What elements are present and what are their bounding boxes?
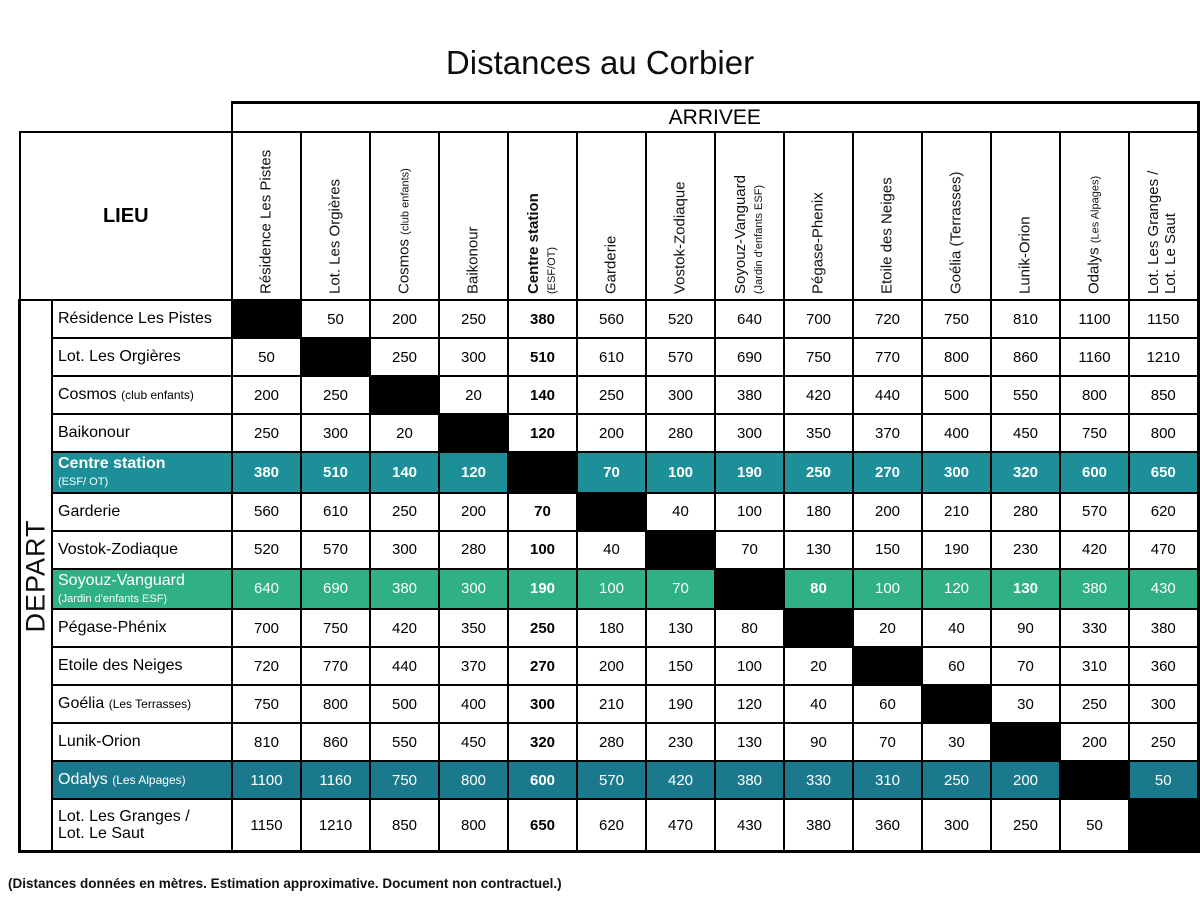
- table-row: [20, 723, 1199, 761]
- distance-cell: 1210: [301, 799, 370, 852]
- distance-cell: 40: [577, 531, 646, 569]
- table-row: [20, 685, 1199, 723]
- distance-cell: 210: [922, 493, 991, 531]
- distance-cell: 200: [1060, 723, 1129, 761]
- distance-cell: 420: [370, 609, 439, 647]
- page-title: Distances au Corbier: [445, 44, 755, 81]
- distance-cell: 400: [922, 414, 991, 452]
- distance-cell: 510: [508, 338, 577, 376]
- distance-cell: 380: [715, 376, 784, 414]
- distance-cell: 300: [922, 452, 991, 493]
- distance-cell: 810: [991, 300, 1060, 338]
- distance-cell: 50: [301, 300, 370, 338]
- row-label-3: Baikonour: [52, 414, 232, 452]
- distance-cell: 380: [715, 761, 784, 799]
- diagonal-cell: [577, 493, 646, 531]
- distance-cell: 570: [577, 761, 646, 799]
- distance-cell: 140: [508, 376, 577, 414]
- distance-cell: 250: [1060, 685, 1129, 723]
- distance-cell: 70: [853, 723, 922, 761]
- distance-cell: 130: [784, 531, 853, 569]
- diagonal-cell: [853, 647, 922, 685]
- distance-cell: 1160: [301, 761, 370, 799]
- row-label-2: Cosmos (club enfants): [52, 376, 232, 414]
- distance-cell: 150: [853, 531, 922, 569]
- distance-cell: 310: [853, 761, 922, 799]
- distance-cell: 40: [784, 685, 853, 723]
- distance-cell: 360: [853, 799, 922, 852]
- distance-cell: 100: [853, 569, 922, 610]
- distance-cell: 300: [715, 414, 784, 452]
- diagonal-cell: [508, 452, 577, 493]
- distance-cell: 20: [439, 376, 508, 414]
- distance-cell: 750: [232, 685, 301, 723]
- row-label-8: Pégase-Phénix: [52, 609, 232, 647]
- distance-cell: 40: [646, 493, 715, 531]
- row-label-7: Soyouz-Vanguard (Jardin d'enfants ESF): [52, 569, 232, 610]
- distance-cell: 50: [1060, 799, 1129, 852]
- distance-cell: 60: [853, 685, 922, 723]
- row-label-0: Résidence Les Pistes: [52, 300, 232, 338]
- distance-cell: 120: [508, 414, 577, 452]
- distance-cell: 510: [301, 452, 370, 493]
- distance-cell: 380: [370, 569, 439, 610]
- distance-cell: 560: [232, 493, 301, 531]
- distance-cell: 1150: [1129, 300, 1198, 338]
- footnote: (Distances données en mètres. Estimation approximative. Document non contractuel.): [8, 876, 562, 891]
- distance-cell: 100: [577, 569, 646, 610]
- distance-cell: 450: [439, 723, 508, 761]
- distance-cell: 420: [646, 761, 715, 799]
- distance-cell: 850: [370, 799, 439, 852]
- distance-cell: 370: [853, 414, 922, 452]
- distance-cell: 720: [853, 300, 922, 338]
- distance-cell: 420: [1060, 531, 1129, 569]
- distance-cell: 400: [439, 685, 508, 723]
- distance-cell: 800: [439, 761, 508, 799]
- distance-cell: 370: [439, 647, 508, 685]
- distance-cell: 550: [991, 376, 1060, 414]
- diagonal-cell: [301, 338, 370, 376]
- distance-cell: 100: [646, 452, 715, 493]
- distance-cell: 800: [1129, 414, 1198, 452]
- distance-cell: 700: [784, 300, 853, 338]
- distance-cell: 550: [370, 723, 439, 761]
- distance-cell: 300: [922, 799, 991, 852]
- distance-matrix: [18, 101, 1200, 853]
- distance-cell: 500: [922, 376, 991, 414]
- distance-cell: 450: [991, 414, 1060, 452]
- distance-cell: 570: [646, 338, 715, 376]
- distance-cell: 200: [577, 647, 646, 685]
- distance-cell: 120: [922, 569, 991, 610]
- distance-cell: 800: [922, 338, 991, 376]
- depart-banner: [20, 300, 53, 852]
- distance-cell: 1210: [1129, 338, 1198, 376]
- distance-cell: 800: [439, 799, 508, 852]
- diagonal-cell: [991, 723, 1060, 761]
- row-label-10: Goélia (Les Terrasses): [52, 685, 232, 723]
- distance-cell: 250: [991, 799, 1060, 852]
- distance-cell: 800: [1060, 376, 1129, 414]
- distance-cell: 200: [991, 761, 1060, 799]
- diagonal-cell: [922, 685, 991, 723]
- distance-cell: 190: [646, 685, 715, 723]
- distance-cell: 90: [784, 723, 853, 761]
- col-header-3: Baikonour: [439, 132, 508, 300]
- distance-cell: 100: [715, 493, 784, 531]
- depart-label: DEPART: [20, 519, 51, 633]
- distance-cell: 190: [508, 569, 577, 610]
- distance-cell: 250: [301, 376, 370, 414]
- diagonal-cell: [715, 569, 784, 610]
- distance-cell: 300: [1129, 685, 1198, 723]
- distance-cell: 610: [301, 493, 370, 531]
- col-header-8: Pégase-Phenix: [784, 132, 853, 300]
- distance-cell: 520: [232, 531, 301, 569]
- distance-cell: 70: [991, 647, 1060, 685]
- distance-cell: 770: [301, 647, 370, 685]
- col-header-7: Soyouz-Vanguard (Jardin d'enfants ESF): [715, 132, 784, 300]
- diagonal-cell: [232, 300, 301, 338]
- col-header-2: Cosmos (club enfants): [370, 132, 439, 300]
- distance-cell: 320: [508, 723, 577, 761]
- distance-table: [18, 101, 1200, 853]
- distance-cell: 250: [370, 493, 439, 531]
- col-header-10: Goélia (Terrasses): [922, 132, 991, 300]
- distance-cell: 270: [853, 452, 922, 493]
- diagonal-cell: [370, 376, 439, 414]
- distance-cell: 330: [1060, 609, 1129, 647]
- table-row: [20, 452, 1199, 493]
- distance-cell: 600: [508, 761, 577, 799]
- distance-cell: 1150: [232, 799, 301, 852]
- distance-cell: 280: [991, 493, 1060, 531]
- col-header-0: Résidence Les Pistes: [232, 132, 301, 300]
- distance-cell: 70: [646, 569, 715, 610]
- distance-cell: 350: [784, 414, 853, 452]
- table-row: [20, 376, 1199, 414]
- distance-cell: 470: [646, 799, 715, 852]
- col-header-6: Vostok-Zodiaque: [646, 132, 715, 300]
- table-row: [20, 609, 1199, 647]
- distance-cell: 120: [439, 452, 508, 493]
- distance-cell: 640: [715, 300, 784, 338]
- diagonal-cell: [1129, 799, 1198, 852]
- distance-cell: 250: [439, 300, 508, 338]
- distance-cell: 750: [922, 300, 991, 338]
- table-row: [20, 647, 1199, 685]
- distance-cell: 50: [232, 338, 301, 376]
- table-row: [20, 493, 1199, 531]
- distance-cell: 300: [439, 569, 508, 610]
- row-label-12: Odalys (Les Alpages): [52, 761, 232, 799]
- distance-cell: 20: [784, 647, 853, 685]
- distance-cell: 50: [1129, 761, 1198, 799]
- distance-cell: 200: [439, 493, 508, 531]
- distance-cell: 750: [784, 338, 853, 376]
- table-row: [20, 569, 1199, 610]
- distance-cell: 570: [301, 531, 370, 569]
- corner-spacer: [20, 103, 233, 133]
- distance-cell: 810: [232, 723, 301, 761]
- distance-cell: 270: [508, 647, 577, 685]
- distance-cell: 250: [370, 338, 439, 376]
- distance-cell: 70: [508, 493, 577, 531]
- distance-cell: 640: [232, 569, 301, 610]
- row-label-5: Garderie: [52, 493, 232, 531]
- distance-cell: 280: [439, 531, 508, 569]
- diagonal-cell: [784, 609, 853, 647]
- distance-cell: 350: [439, 609, 508, 647]
- distance-cell: 850: [1129, 376, 1198, 414]
- distance-cell: 230: [646, 723, 715, 761]
- distance-cell: 80: [715, 609, 784, 647]
- distance-cell: 180: [577, 609, 646, 647]
- row-label-6: Vostok-Zodiaque: [52, 531, 232, 569]
- distance-cell: 130: [991, 569, 1060, 610]
- distance-cell: 250: [922, 761, 991, 799]
- col-header-13: Lot. Les Granges / Lot. Le Saut: [1129, 132, 1198, 300]
- row-label-1: Lot. Les Orgières: [52, 338, 232, 376]
- distance-cell: 20: [853, 609, 922, 647]
- distance-cell: 90: [991, 609, 1060, 647]
- distance-cell: 720: [232, 647, 301, 685]
- row-label-11: Lunik-Orion: [52, 723, 232, 761]
- distance-cell: 690: [301, 569, 370, 610]
- col-header-12: Odalys (Les Alpages): [1060, 132, 1129, 300]
- distance-cell: 250: [508, 609, 577, 647]
- diagonal-cell: [439, 414, 508, 452]
- distance-cell: 280: [646, 414, 715, 452]
- distance-cell: 200: [577, 414, 646, 452]
- arrivee-banner: ARRIVEE: [232, 103, 1198, 133]
- distance-cell: 20: [370, 414, 439, 452]
- row-label-4: Centre station (ESF/ OT): [52, 452, 232, 493]
- diagonal-cell: [1060, 761, 1129, 799]
- table-row: [20, 761, 1199, 799]
- col-header-4: Centre station (ESF/OT): [508, 132, 577, 300]
- distance-cell: 650: [508, 799, 577, 852]
- distance-cell: 190: [922, 531, 991, 569]
- distance-cell: 230: [991, 531, 1060, 569]
- distance-cell: 440: [370, 647, 439, 685]
- distance-cell: 620: [1129, 493, 1198, 531]
- table-row: [20, 300, 1199, 338]
- table-row: [20, 799, 1199, 852]
- distance-cell: 320: [991, 452, 1060, 493]
- distance-cell: 1160: [1060, 338, 1129, 376]
- distance-cell: 860: [991, 338, 1060, 376]
- distance-cell: 190: [715, 452, 784, 493]
- distance-cell: 300: [439, 338, 508, 376]
- distance-cell: 130: [715, 723, 784, 761]
- distance-cell: 610: [577, 338, 646, 376]
- distance-cell: 310: [1060, 647, 1129, 685]
- distance-cell: 380: [232, 452, 301, 493]
- distance-cell: 180: [784, 493, 853, 531]
- distance-cell: 130: [646, 609, 715, 647]
- distance-cell: 120: [715, 685, 784, 723]
- distance-cell: 520: [646, 300, 715, 338]
- row-label-9: Etoile des Neiges: [52, 647, 232, 685]
- distance-cell: 430: [715, 799, 784, 852]
- col-header-9: Etoile des Neiges: [853, 132, 922, 300]
- distance-cell: 200: [370, 300, 439, 338]
- distance-cell: 300: [646, 376, 715, 414]
- distance-cell: 150: [646, 647, 715, 685]
- distance-cell: 30: [991, 685, 1060, 723]
- distance-cell: 380: [784, 799, 853, 852]
- distance-cell: 300: [370, 531, 439, 569]
- distance-cell: 380: [1060, 569, 1129, 610]
- distance-cell: 60: [922, 647, 991, 685]
- distance-cell: 200: [232, 376, 301, 414]
- row-label-13: Lot. Les Granges / Lot. Le Saut: [52, 799, 232, 852]
- distance-cell: 280: [577, 723, 646, 761]
- distance-cell: 560: [577, 300, 646, 338]
- distance-cell: 380: [508, 300, 577, 338]
- distance-cell: 140: [370, 452, 439, 493]
- distance-cell: 380: [1129, 609, 1198, 647]
- distance-cell: 650: [1129, 452, 1198, 493]
- distance-cell: 750: [1060, 414, 1129, 452]
- distance-cell: 430: [1129, 569, 1198, 610]
- distance-cell: 360: [1129, 647, 1198, 685]
- distance-cell: 750: [370, 761, 439, 799]
- distance-cell: 770: [853, 338, 922, 376]
- distance-cell: 300: [301, 414, 370, 452]
- table-row: [20, 414, 1199, 452]
- col-header-1: Lot. Les Orgières: [301, 132, 370, 300]
- distance-cell: 250: [1129, 723, 1198, 761]
- distance-cell: 620: [577, 799, 646, 852]
- distance-cell: 420: [784, 376, 853, 414]
- distance-cell: 440: [853, 376, 922, 414]
- distance-cell: 70: [577, 452, 646, 493]
- distance-cell: 750: [301, 609, 370, 647]
- distance-cell: 250: [232, 414, 301, 452]
- distance-cell: 70: [715, 531, 784, 569]
- distance-cell: 100: [715, 647, 784, 685]
- distance-cell: 800: [301, 685, 370, 723]
- distance-cell: 860: [301, 723, 370, 761]
- table-row: [20, 338, 1199, 376]
- distance-cell: 250: [577, 376, 646, 414]
- distance-cell: 250: [784, 452, 853, 493]
- table-row: [20, 531, 1199, 569]
- distance-cell: 100: [508, 531, 577, 569]
- col-header-5: Garderie: [577, 132, 646, 300]
- distance-cell: 80: [784, 569, 853, 610]
- distance-cell: 1100: [232, 761, 301, 799]
- distance-cell: 30: [922, 723, 991, 761]
- distance-cell: 600: [1060, 452, 1129, 493]
- diagonal-cell: [646, 531, 715, 569]
- distance-cell: 500: [370, 685, 439, 723]
- distance-cell: 570: [1060, 493, 1129, 531]
- distance-cell: 700: [232, 609, 301, 647]
- distance-cell: 470: [1129, 531, 1198, 569]
- distance-cell: 300: [508, 685, 577, 723]
- distance-cell: 1100: [1060, 300, 1129, 338]
- distance-cell: 40: [922, 609, 991, 647]
- lieu-header: LIEU: [20, 132, 233, 300]
- distance-cell: 200: [853, 493, 922, 531]
- distance-cell: 210: [577, 685, 646, 723]
- col-header-11: Lunik-Orion: [991, 132, 1060, 300]
- distance-cell: 330: [784, 761, 853, 799]
- distance-cell: 690: [715, 338, 784, 376]
